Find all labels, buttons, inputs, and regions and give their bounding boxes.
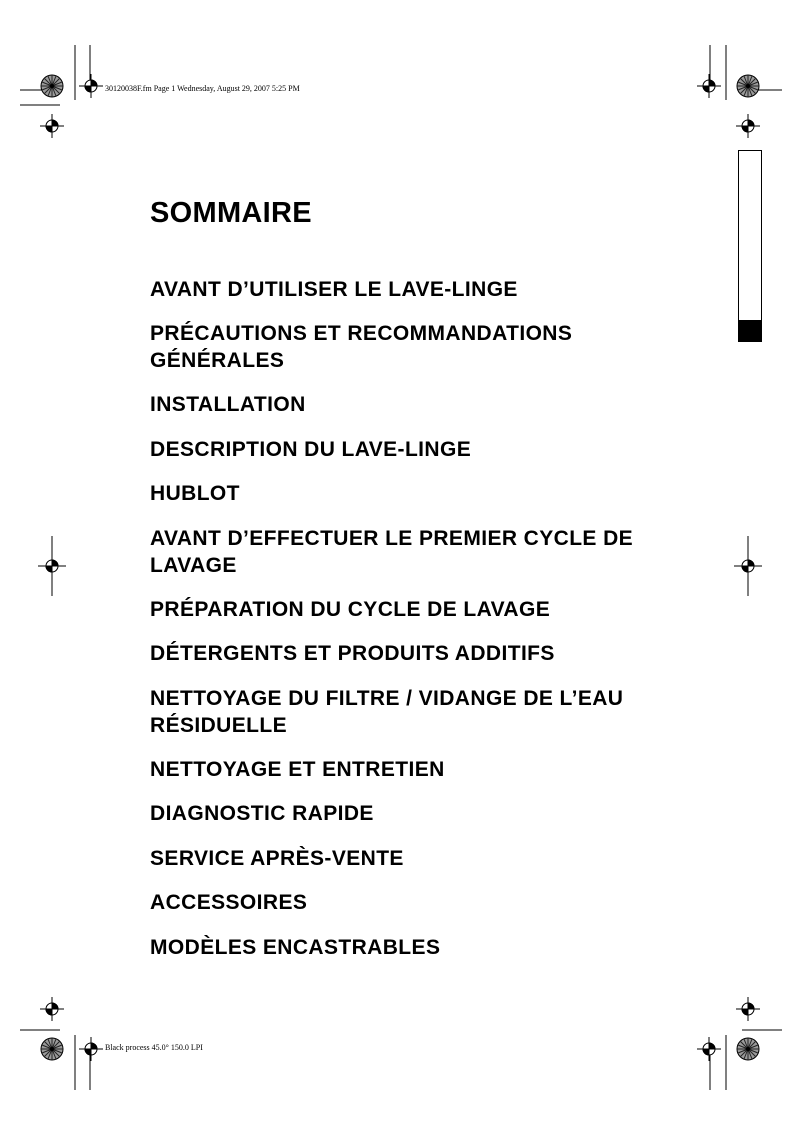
radial-target-icon: [41, 75, 63, 97]
thumb-index-tab: [738, 320, 762, 342]
toc-item: NETTOYAGE DU FILTRE / VIDANGE DE L’EAU RÉSIDUELLE: [150, 687, 624, 737]
slug-line-top: 30120038F.fm Page 1 Wednesday, August 29, 2007 5:25 PM: [105, 84, 300, 93]
slug-line-bottom: Black process 45.0° 150.0 LPI: [105, 1043, 203, 1052]
toc-item: DÉTERGENTS ET PRODUITS ADDITIFS: [150, 642, 555, 665]
toc-item: INSTALLATION: [150, 393, 306, 416]
toc-item: AVANT D’UTILISER LE LAVE-LINGE: [150, 278, 518, 301]
page-title: SOMMAIRE: [150, 197, 312, 229]
toc-item: ACCESSOIRES: [150, 891, 308, 914]
registration-mark-icon: [79, 74, 103, 98]
toc-item: PRÉCAUTIONS ET RECOMMANDATIONS GÉNÉRALES: [150, 322, 573, 372]
thumb-index-box: [738, 150, 762, 340]
toc-item: SERVICE APRÈS-VENTE: [150, 847, 404, 870]
toc-item: NETTOYAGE ET ENTRETIEN: [150, 758, 445, 781]
toc-item: DIAGNOSTIC RAPIDE: [150, 802, 374, 825]
toc-item: PRÉPARATION DU CYCLE DE LAVAGE: [150, 598, 551, 621]
toc-item: AVANT D’EFFECTUER LE PREMIER CYCLE DE LAVAGE: [150, 527, 634, 577]
toc-item: MODÈLES ENCASTRABLES: [150, 936, 441, 959]
toc-item: DESCRIPTION DU LAVE-LINGE: [150, 438, 472, 461]
toc-item: HUBLOT: [150, 482, 240, 505]
